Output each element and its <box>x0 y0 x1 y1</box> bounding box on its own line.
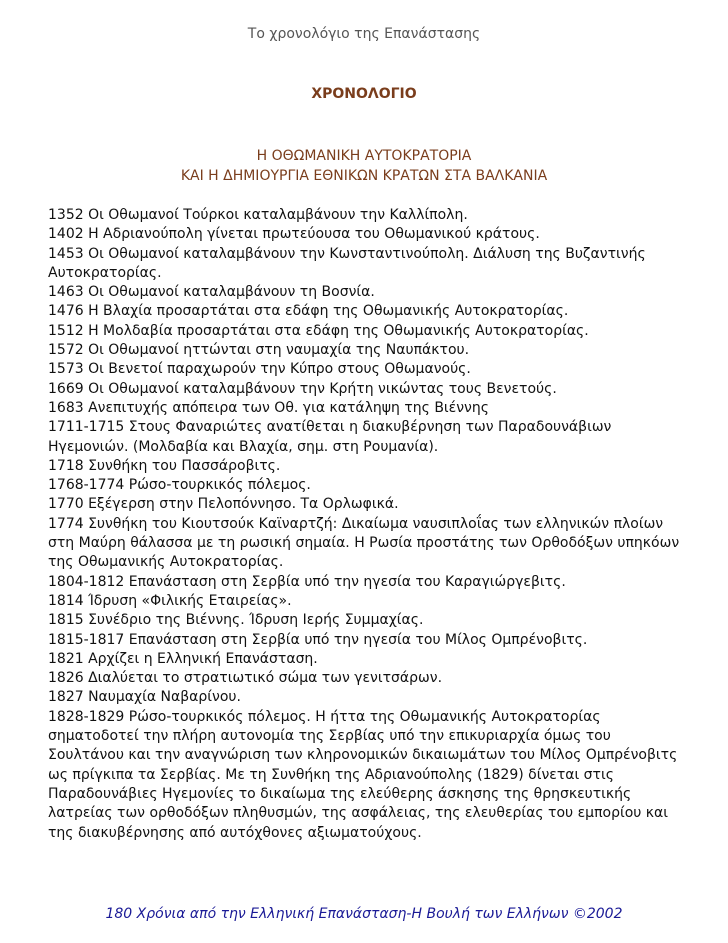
chronology-entry: 1476 Η Βλαχία προσαρτάται στα εδάφη της Οθωμανικής Αυτοκρατορίας. <box>48 303 569 320</box>
chronology-list <box>48 206 684 843</box>
chronology-entry: 1814 Ίδρυση «Φιλικής Εταιρείας». <box>48 592 292 609</box>
chronology-entry: 1683 Ανεπιτυχής απόπειρα των Οθ. για κατάληψη της Βιέννης <box>48 399 489 416</box>
subtitle-line-1: Η ΟΘΩΜΑΝΙΚΗ ΑΥΤΟΚΡΑΤΟΡΙΑ <box>256 148 472 164</box>
chronology-entry: 1821 Αρχίζει η Ελληνική Επανάσταση. <box>48 650 318 667</box>
chronology-entry: 1774 Συνθήκη του Κιουτσούκ Καϊναρτζή: Δικαίωμα ναυσιπλοΐας των ελληνικών πλοίων στη Μαύρη θάλασσα με τη ρωσική σημαία. Η Ρωσία προστάτης των Ορθοδόξων υπηκόων της Οθωμανικής Αυτοκρατορίας. <box>48 515 680 571</box>
chronology-entry: 1512 Η Μολδαβία προσαρτάται στα εδάφη της Οθωμανικής Αυτοκρατορίας. <box>48 322 589 339</box>
document-title: ΧΡΟΝΟΛΟΓΙΟ <box>311 86 417 102</box>
document-subtitle <box>0 146 728 186</box>
chronology-entry: 1815-1817 Επανάσταση στη Σερβία υπό την ηγεσία του Μίλος Ομπρένοβιτς. <box>48 631 588 648</box>
chronology-entry: 1768-1774 Ρώσο-τουρκικός πόλεμος. <box>48 477 311 494</box>
page-footer: 180 Χρόνια από την Ελληνική Επανάσταση-Η Βουλή των Ελλήνων ©2002 <box>105 906 623 922</box>
chronology-entry: 1711-1715 Στους Φαναριώτες ανατίθεται η διακυβέρνηση των Παραδουνάβιων Ηγεμονιών. (Μολδαβία και Βλαχία, σημ. στη Ρουμανία). <box>48 419 612 455</box>
chronology-entry: 1572 Οι Οθωμανοί ηττώνται στη ναυμαχία της Ναυπάκτου. <box>48 342 470 359</box>
running-header: Το χρονολόγιο της Επανάστασης <box>247 26 481 42</box>
chronology-entry: 1453 Οι Οθωμανοί καταλαμβάνουν την Κωνσταντινούπολη. Διάλυση της Βυζαντινής Αυτοκρατορίας. <box>48 245 646 281</box>
chronology-entry: 1573 Οι Βενετοί παραχωρούν την Κύπρο στους Οθωμανούς. <box>48 361 471 378</box>
chronology-entry: 1669 Οι Οθωμανοί καταλαμβάνουν την Κρήτη νικώντας τους Βενετούς. <box>48 380 557 397</box>
chronology-entry: 1826 Διαλύεται το στρατιωτικό σώμα των γενιτσάρων. <box>48 670 443 687</box>
chronology-entry: 1828-1829 Ρώσο-τουρκικός πόλεμος. Η ήττα της Οθωμανικής Αυτοκρατορίας σηματοδοτεί την πλήρη αυτονομία της Σερβίας υπό την επικυριαρχία όμως του Σουλτάνου και την αναγνώριση των κληρονομικών δικαιωμάτων του Μίλος Ομπρένοβιτς ως πρίγκιπα τα Σερβίας. Με τη Συνθήκη της Αδριανούπολης (1829) δίνεται στις Παραδουνάβιες Ηγεμονίες το δικαίωμα της ελεύθερης άσκησης της θρησκευτικής λατρείας των ορθοδόξων πληθυσμών, της ασφάλειας, της ελευθερίας του εμπορίου και της διακυβέρνησης από αυτόχθονες αξιωματούχους. <box>48 708 678 841</box>
subtitle-line-2: ΚΑΙ Η ΔΗΜΙΟΥΡΓΙΑ ΕΘΝΙΚΩΝ ΚΡΑΤΩΝ ΣΤΑ ΒΑΛΚΑΝΙΑ <box>180 168 548 184</box>
chronology-entry: 1463 Οι Οθωμανοί καταλαμβάνουν τη Βοσνία. <box>48 284 375 301</box>
chronology-entry: 1827 Ναυμαχία Ναβαρίνου. <box>48 689 241 706</box>
chronology-entry: 1718 Συνθήκη του Πασσάροβιτς. <box>48 457 281 474</box>
chronology-entry: 1815 Συνέδριο της Βιέννης. Ίδρυση Ιερής Συμμαχίας. <box>48 612 424 629</box>
chronology-entry: 1402 Η Αδριανούπολη γίνεται πρωτεύουσα του Οθωμανικού κράτους. <box>48 226 540 243</box>
chronology-entry: 1352 Οι Οθωμανοί Τούρκοι καταλαμβάνουν την Καλλίπολη. <box>48 207 468 223</box>
chronology-entry: 1804-1812 Επανάσταση στη Σερβία υπό την ηγεσία του Καραγιώργεβιτς. <box>48 573 566 590</box>
chronology-entry: 1770 Εξέγερση στην Πελοπόννησο. Τα Ορλωφικά. <box>48 496 399 513</box>
